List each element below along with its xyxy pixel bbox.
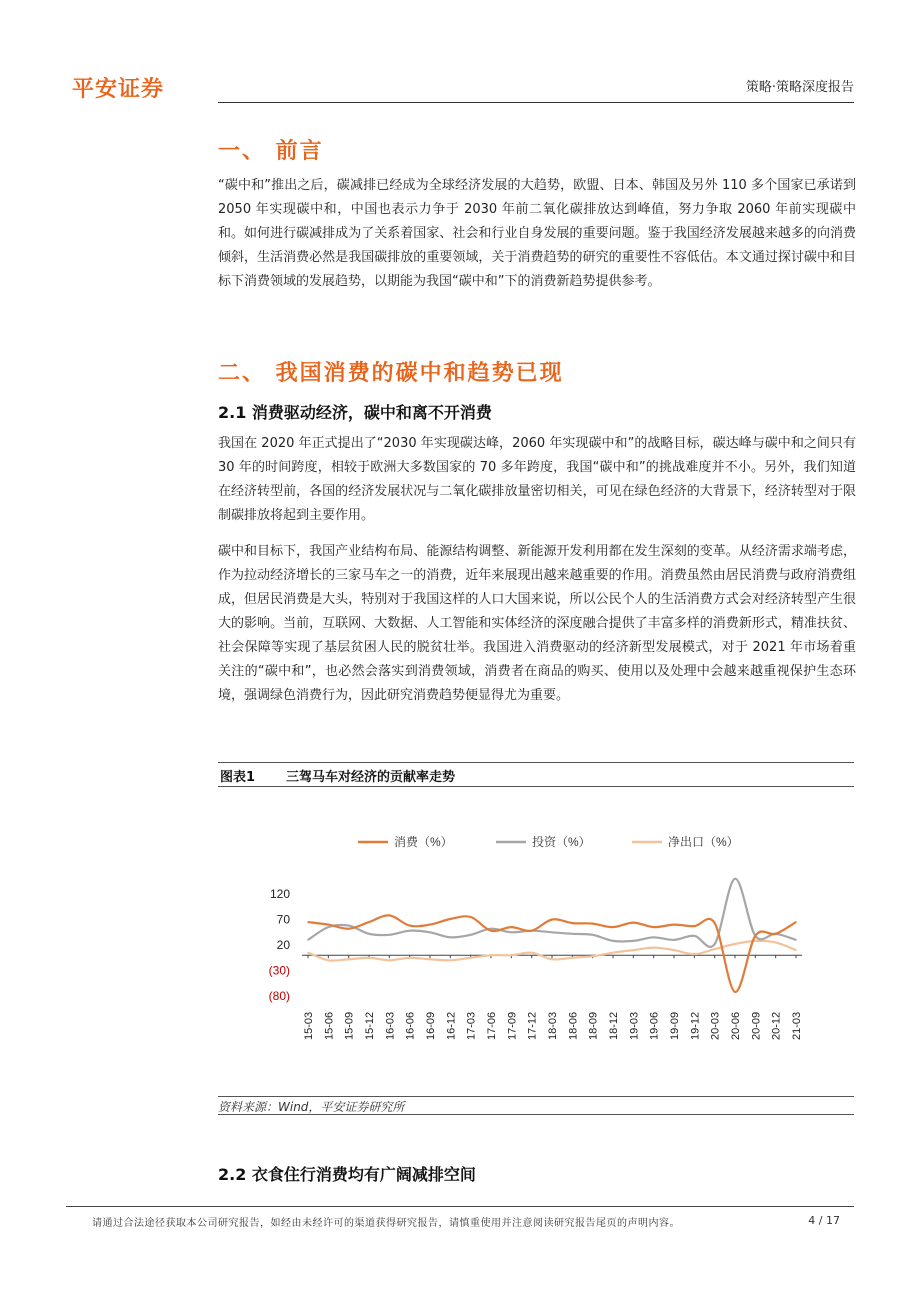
series-1-point [531,930,533,932]
x-tick-label: 18-03 [547,1011,559,1040]
series-2-point [653,937,655,939]
series-1-point [490,930,492,932]
x-tick-label: 17-09 [506,1011,519,1040]
subsection-2-1-paragraph-1: 我国在 2020 年正式提出了“2030 年实现碳达峰，2060 年实现碳中和”的战略目标，碳达峰与碳中和之间只有 30 年的时间跨度，相较于欧洲大多数国家的 70 多年跨度，我国“碳中和”的挑战难度并不小。另外，我们知道在经济转型前，各国的经济发展状况与二氧化碳排放量密切相关，可见在绿色经济的大背景下，经济转型对于限制碳排放将起到主要作用。 [218,436,856,523]
series-2-point [450,937,452,939]
figure-title-rule [218,786,854,787]
series-2-point [470,934,472,936]
x-tick-label: 15-12 [364,1011,376,1040]
figure-title [220,766,455,785]
subsection-2-1-title: 2.1 消费驱动经济，碳中和离不开消费 [218,403,492,422]
chart-series [307,878,797,993]
series-1-point [328,924,330,926]
series-1-point [694,925,696,927]
report-category: 策略·策略深度报告 [745,80,854,95]
series-2-point [673,939,675,941]
series-line-1 [308,915,796,992]
section-2-title: 二、 我国消费的碳中和趋势已现 [218,361,564,386]
y-tick-label: 20 [276,938,290,952]
y-tick-label: (80) [268,989,290,1003]
series-2-point [572,933,574,935]
series-1-point [409,925,411,927]
series-1-point [633,922,635,924]
series-1-point [755,935,757,937]
series-2-point [328,926,330,928]
series-1-point [348,928,350,930]
header-divider [218,102,854,103]
section-1-paragraph: “碳中和”推出之后，碳减排已经成为全球经济发展的大趋势，欧盟、日本、韩国及另外 110 多个国家已承诺到 2050 年实现碳中和，中国也表示力争于 2030 年前二氧化碳排放达到峰值，努力争取 2060 年前实现碳中和。如何进行碳减排成为了关系着国家、社会和行业自身发展的重要问题。鉴于我国经济发展越来越多的向消费倾斜，生活消费必然是我国碳排放的重要领域，关于消费趋势的研究的重要性不容低估。本文通过探讨碳中和目标下消费领域的发展趋势，以期能为我国“碳中和”下的消费新趋势提供参考。 [218,178,856,289]
series-1-point [307,921,309,923]
series-2-point [694,935,696,937]
x-tick-label: 16-09 [425,1011,437,1040]
series-3-point [694,953,696,955]
x-tick-label: 21-03 [791,1011,803,1040]
x-tick-label: 15-03 [303,1011,315,1040]
x-tick-label: 20-06 [730,1011,742,1040]
series-1-point [775,933,777,935]
series-3-point [551,958,553,960]
series-2-point [551,931,553,933]
x-tick-label: 18-06 [567,1011,580,1040]
x-tick-label: 16-12 [445,1011,458,1040]
series-3-point [450,960,452,962]
x-tick-label: 20-03 [709,1011,722,1040]
series-3-point [511,954,513,956]
figure-top-rule [218,762,854,763]
series-2-point [592,934,594,936]
series-1-point [551,919,553,921]
x-tick-label: 15-09 [343,1011,356,1040]
subsection-2-2-title: 2.2 衣食住行消费均有广阔减排空间 [218,1165,476,1184]
series-3-point [633,949,635,951]
x-tick-label: 17-12 [526,1011,539,1040]
series-2-point [714,943,716,945]
x-tick-label: 19-06 [648,1011,661,1040]
figure-bottom-rule [218,1114,854,1115]
y-tick-label: 70 [276,912,290,927]
series-2-point [348,925,350,927]
series-3-point [775,942,777,944]
series-2-point [612,940,614,942]
x-tick-label: 18-12 [608,1011,620,1040]
chart-legend [358,834,739,849]
figure-label: 图表1 [220,770,256,785]
x-tick-label: 15-06 [323,1011,336,1040]
series-1-point [795,921,797,923]
footer-divider [66,1206,854,1207]
series-1-point [592,923,594,925]
series-1-point [612,926,614,928]
series-2-point [368,933,370,935]
series-2-point [633,940,635,942]
x-tick-label: 20-12 [770,1011,783,1040]
series-3-point [429,958,431,960]
page-number: 4 / 17 [808,1214,840,1227]
company-logo: 平安证券 [72,77,165,102]
series-3-point [531,952,533,954]
x-tick-label: 16-06 [404,1011,417,1040]
series-3-point [795,949,797,951]
figure-caption: 三驾马车对经济的贡献率走势 [286,770,456,785]
series-3-point [734,943,736,945]
series-2-point [429,931,431,933]
series-3-point [409,957,411,959]
series-3-point [755,940,757,942]
series-3-point [592,955,594,957]
series-1-point [470,916,472,918]
x-tick-label: 19-09 [669,1011,681,1040]
subsection-2-1-paragraph-2: 碳中和目标下，我国产业结构布局、能源结构调整、新能源开发利用都在发生深刻的变革。从经济需求端考虑，作为拉动经济增长的三家马车之一的消费，近年来展现出越来越重要的作用。消费虽然由居民消费与政府消费组成，但居民消费是大头，特别对于我国这样的人口大国来说，所以公民个人的生活消费方式会对经济转型产生很大的影响。当前，互联网、大数据、人工智能和实体经济的深度融合提供了丰富多样的消费新形式，精准扶贫、社会保障等实现了基层贫困人民的脱贫壮举。我国进入消费驱动的经济新型发展模式，对于 2021 年市场着重关注的“碳中和”，也必然会落实到消费领域，消费者在商品的购买、使用以及处理中会越来越重视保护生态环境，强调绿色消费行为，因此研究消费趋势便显得尤为重要。 [218,544,856,703]
series-1-point [673,924,675,926]
figure-source: 资料来源：Wind，平安证券研究所 [218,1100,405,1114]
series-3-point [673,949,675,951]
series-3-point [389,960,391,962]
contribution-line-chart [218,790,854,1090]
series-2-point [511,931,513,933]
x-tick-label: 19-03 [628,1011,641,1040]
chart-axes [269,887,803,1040]
series-1-point [653,926,655,928]
series-1-point [511,926,513,928]
series-1-point [389,915,391,917]
series-1-point [734,991,736,993]
series-2-point [734,878,736,880]
series-3-point [348,958,350,960]
series-1-point [714,922,716,924]
series-1-point [429,924,431,926]
x-tick-label: 18-09 [587,1011,600,1040]
series-2-point [409,930,411,932]
series-3-point [714,948,716,950]
series-3-point [470,957,472,959]
series-2-point [490,928,492,930]
series-3-point [307,952,309,954]
series-3-point [653,947,655,949]
x-tick-label: 17-06 [486,1011,498,1040]
series-2-point [795,939,797,941]
series-2-point [307,939,309,941]
x-tick-label: 20-09 [750,1011,763,1040]
series-line-2 [308,879,796,947]
series-1-point [368,921,370,923]
series-3-point [572,957,574,959]
figure-source-rule [218,1096,854,1097]
legend-label-1: 消费（%） [394,835,453,849]
x-tick-label: 16-03 [384,1011,397,1040]
series-1-point [450,918,452,920]
series-1-point [572,922,574,924]
x-tick-label: 17-03 [465,1011,478,1040]
series-3-point [328,960,330,962]
legend-label-3: 净出口（%） [668,835,739,849]
series-3-point [368,957,370,959]
series-2-point [389,934,391,936]
x-tick-label: 19-12 [689,1011,702,1040]
section-1-title: 一、 前言 [218,139,324,164]
footer-disclaimer: 请通过合法途径获取本公司研究报告，如经由未经许可的渠道获得研究报告，请慎重使用并注意阅读研究报告尾页的声明内容。 [92,1218,680,1229]
legend-label-2: 投资（%） [532,835,591,849]
y-tick-label: 120 [269,887,290,901]
y-tick-label: (30) [268,963,290,978]
series-3-point [612,952,614,954]
series-3-point [490,954,492,956]
